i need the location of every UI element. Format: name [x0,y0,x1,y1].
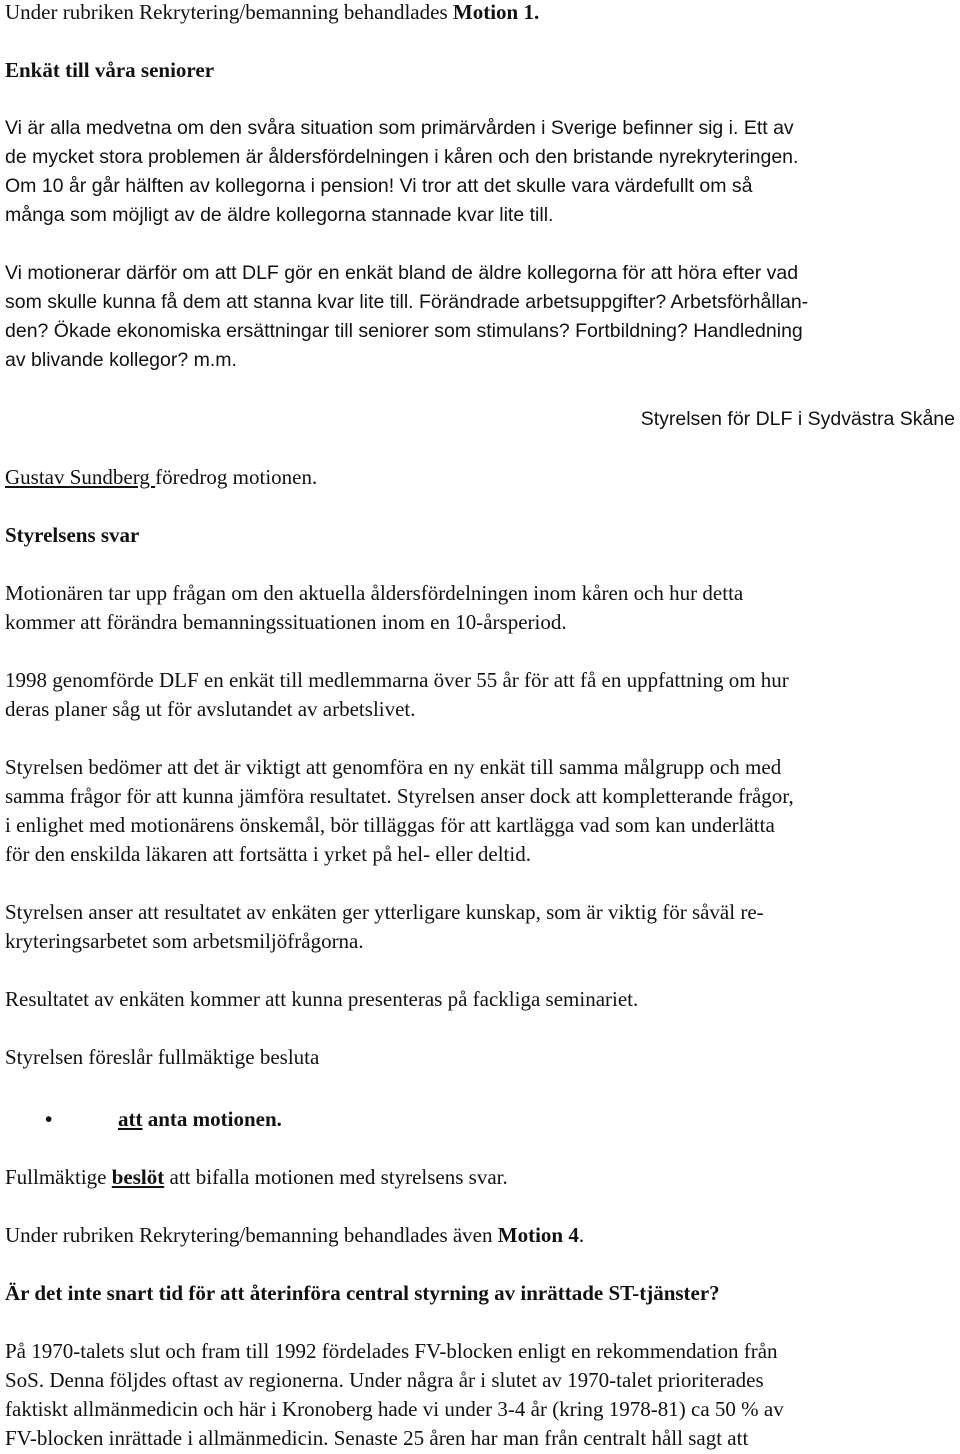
decision-text: att bifalla motionen med styrelsens svar. [164,1165,508,1189]
paragraph-line: faktiskt allmänmedicin och här i Kronoberg hade vi under 3-4 år (kring 1978-81) ca 50 % av [5,1397,784,1421]
paragraph-line: kommer att förändra bemanningssituationen inom en 10-årsperiod. [5,610,567,634]
motion-4-title: Är det inte snart tid för att återinföra central styrning av inrättade ST-tjänster? [5,1281,720,1305]
paragraph-line: i enlighet med motionärens önskemål, bör tilläggas för att kartlägga vad som kan underlätta [5,813,775,837]
paragraph-line: På 1970-talets slut och fram till 1992 fördelades FV-blocken enligt en rekommendation från [5,1339,778,1363]
paragraph-line: av blivande kollegor? m.m. [5,349,237,371]
bullet-icon: • [45,1107,53,1131]
paragraph-line: SoS. Denna följdes oftast av regionerna. Under några år i slutet av 1970-talet prioriterades [5,1368,764,1392]
presenter-text: föredrog motionen. [155,465,318,489]
paragraph-line: kryteringsarbetet som arbetsmiljöfrågorna. [5,929,364,953]
motion-title: Enkät till våra seniorer [5,58,215,82]
paragraph-line: de mycket stora problemen är åldersfördelningen i kåren och den bristande nyrekryteringen. [5,146,799,168]
motion-4-paragraph-1 [5,1337,955,1453]
paragraph-line: Om 10 år går hälften av kollegorna i pension! Vi tror att det skulle vara värdefullt om så [5,175,753,197]
motion-paragraph-2 [5,259,955,375]
paragraph-line: den? Ökade ekonomiska ersättningar till seniorer som stimulans? Fortbildning? Handledning [5,320,803,342]
proposal-bullet [5,1105,955,1134]
paragraph-line: FV-blocken inrättade i allmänmedicin. Senaste 25 åren har man från centralt håll sagt att [5,1426,749,1450]
board-proposal-intro: Styrelsen föreslår fullmäktige besluta [5,1045,320,1069]
motion-signature: Styrelsen för DLF i Sydvästra Skåne [640,408,955,430]
paragraph-line: Styrelsen bedömer att det är viktigt att genomföra en ny enkät till samma målgrupp och med [5,755,782,779]
paragraph-line: som skulle kunna få dem att stanna kvar lite till. Förändrade arbetsuppgifter? Arbetsförhållan- [5,291,809,313]
answer-paragraph-5: Resultatet av enkäten kommer att kunna presenteras på fackliga seminariet. [5,987,639,1011]
paragraph-line: Styrelsen anser att resultatet av enkäten ger ytterligare kunskap, som är viktig för såväl re- [5,900,764,924]
presenter-name: Gustav Sundberg [5,465,156,489]
paragraph-line: många som möjligt av de äldre kollegorna stannade kvar lite till. [5,204,554,226]
paragraph-line: samma frågor för att kunna jämföra resultatet. Styrelsen anser dock att kompletterande frågor, [5,784,794,808]
answer-paragraph-3 [5,753,955,869]
answer-paragraph-4 [5,898,955,956]
paragraph-line: deras planer såg ut för avslutandet av arbetslivet. [5,697,416,721]
paragraph-line: Motionären tar upp frågan om den aktuella åldersfördelningen inom kåren och hur detta [5,581,744,605]
intro-motion-1 [5,0,955,27]
paragraph-line: 1998 genomförde DLF en enkät till medlemmarna över 55 år för att få en uppfattning om hur [5,668,789,692]
motion-reference: Motion 1. [452,0,540,24]
document-page [5,0,955,1453]
answer-paragraph-2 [5,666,955,724]
motion-reference: Motion 4 [497,1223,579,1247]
paragraph-line: Vi motionerar därför om att DLF gör en enkät bland de äldre kollegorna för att höra efter vad [5,262,799,284]
proposal-text: anta motionen. [142,1107,282,1131]
decision-prefix: Fullmäktige [5,1165,112,1189]
decision-line [5,1163,955,1192]
presenter-line [5,463,955,492]
paragraph-line: Vi är alla medvetna om den svåra situation som primärvården i Sverige befinner sig i. Ett av [5,117,794,139]
motion-paragraph-1 [5,114,955,230]
decision-word: beslöt [111,1165,165,1189]
intro-text: Under rubriken Rekrytering/bemanning behandlades [5,0,453,24]
intro-motion-4 [5,1221,955,1250]
proposal-att: att [118,1107,143,1131]
answer-paragraph-1 [5,579,955,637]
intro-text: Under rubriken Rekrytering/bemanning behandlades även [5,1223,498,1247]
board-answer-heading: Styrelsens svar [5,523,140,547]
intro-suffix: . [578,1223,585,1247]
paragraph-line: för den enskilda läkaren att fortsätta i yrket på hel- eller deltid. [5,842,531,866]
